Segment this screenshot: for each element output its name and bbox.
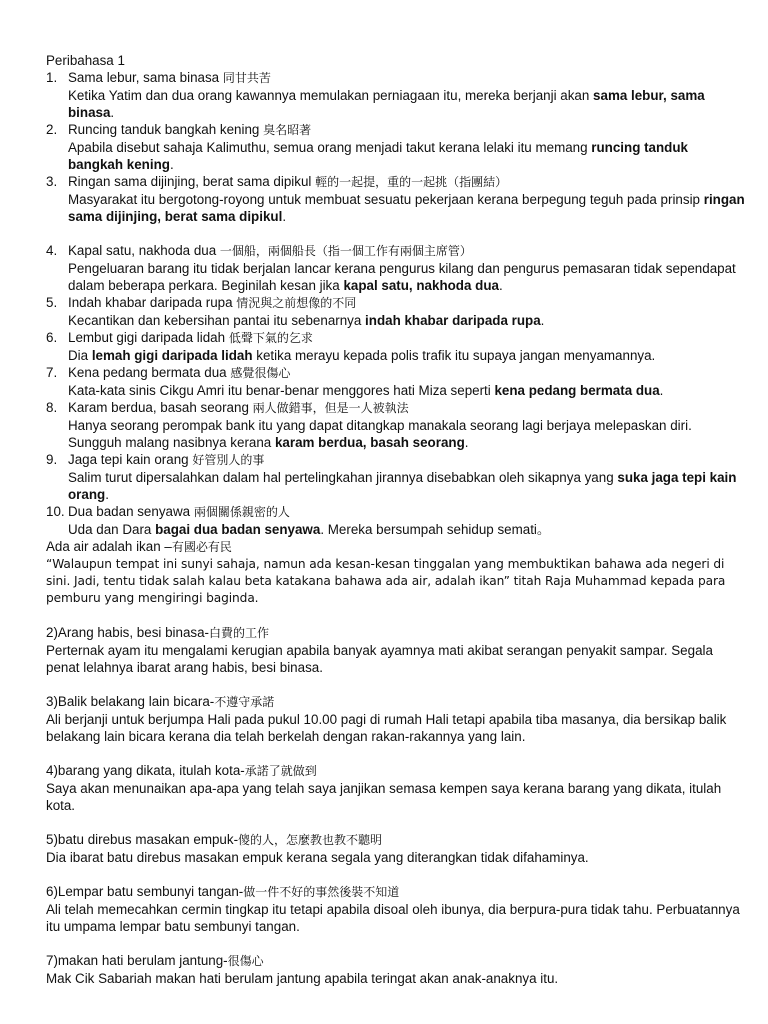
chinese-meaning: 做一件不好的事然後裝不知道 bbox=[243, 885, 400, 899]
section-text: Ali telah memecahkan cermin tingkap itu tetapi apabila disoal oleh ibunya, dia berpura-pura tidak tahu. Perbuatannya itu umpama lempar batu sembunyi tangan. bbox=[46, 902, 740, 934]
example-text: Ketika Yatim dan dua orang kawannya memulakan perniagaan itu, mereka berjanji akan bbox=[68, 88, 594, 103]
example-sentence bbox=[68, 417, 746, 451]
list-item bbox=[46, 399, 746, 451]
example-sentence bbox=[68, 312, 746, 329]
example-sentence bbox=[68, 382, 746, 399]
list-item bbox=[46, 294, 746, 329]
example-sentence bbox=[68, 191, 746, 225]
proverb-title: 6)Lempar batu sembunyi tangan- bbox=[46, 884, 244, 899]
chinese-meaning: 承諾了就做到 bbox=[244, 764, 317, 778]
proverb-title: Indah khabar daripada rupa bbox=[68, 295, 233, 310]
proverb-list bbox=[46, 69, 746, 538]
chinese-meaning: 低聲下氣的乞求 bbox=[228, 331, 313, 345]
item-number: 2. bbox=[46, 122, 58, 137]
chinese-meaning: 輕的一起提，重的一起挑（指團結） bbox=[315, 175, 508, 189]
section-heading bbox=[46, 762, 746, 780]
proverb-section bbox=[46, 624, 746, 676]
chinese-meaning: 兩個關係親密的人 bbox=[193, 505, 290, 519]
example-text: Hanya seorang perompak bank itu yang dapat ditangkap manakala seorang lagi berjaya melepaskan diri. Sungguh malang nasibnya kerana bbox=[68, 418, 692, 450]
item-number: 8. bbox=[46, 400, 58, 415]
chinese-meaning: 感覺很傷心 bbox=[230, 366, 291, 380]
proverb-title: 7)makan hati berulam jantung- bbox=[46, 953, 228, 968]
proverb-section bbox=[46, 693, 746, 745]
proverb-title: Dua badan senyawa bbox=[68, 504, 191, 519]
item-number: 6. bbox=[46, 330, 58, 345]
example-text: Dia bbox=[68, 348, 92, 363]
list-item bbox=[46, 503, 746, 538]
ada-air-heading bbox=[46, 538, 746, 556]
example-sentence bbox=[68, 347, 746, 364]
example-text: Masyarakat itu bergotong-royong untuk membuat sesuatu pekerjaan kerana berpegung teguh pada prinsip bbox=[68, 192, 704, 207]
item-number: 9. bbox=[46, 452, 58, 467]
example-highlight: suka jaga tepi kain orang bbox=[68, 470, 737, 502]
example-text: . bbox=[105, 487, 109, 502]
item-number: 1. bbox=[46, 70, 58, 85]
section-heading bbox=[46, 952, 746, 970]
example-highlight: sama lebur, sama binasa bbox=[68, 88, 705, 120]
example-text: . bbox=[540, 313, 545, 328]
example-text: Apabila disebut sahaja Kalimuthu, semua orang menjadi takut kerana lelaki itu memang bbox=[68, 140, 592, 155]
proverb-title: Kapal satu, nakhoda dua bbox=[68, 243, 217, 258]
example-text: . bbox=[169, 157, 174, 172]
item-number: 4. bbox=[46, 243, 58, 258]
example-text: Kecantikan dan kebersihan pantai itu sebenarnya bbox=[68, 313, 366, 328]
example-highlight: lemah gigi daripada lidah bbox=[91, 348, 253, 363]
ada-air-quote: “Walaupun tempat ini sunyi sahaja, namun ada kesan-kesan tinggalan yang membuktikan bahawa ada negeri di sini. Jadi, tentu tidak salah kalau beta katakana bahawa ada air, adalah ikan” titah Raja Muhammad kepada para pemburu yang mengiringi baginda. bbox=[46, 557, 726, 605]
example-sentence bbox=[68, 469, 746, 503]
item-number: 10. bbox=[46, 504, 65, 519]
proverb-title: Kena pedang bermata dua bbox=[68, 365, 227, 380]
example-sentence bbox=[68, 139, 746, 173]
chinese-meaning: 傻的人，怎麼教也教不聽明 bbox=[238, 833, 383, 847]
section-heading bbox=[46, 624, 746, 642]
example-highlight: kapal satu, nakhoda dua bbox=[343, 278, 499, 293]
example-text: . bbox=[282, 209, 287, 224]
example-text: . bbox=[110, 105, 115, 120]
proverb-section bbox=[46, 762, 746, 814]
proverb-title: Lembut gigi daripada lidah bbox=[68, 330, 226, 345]
document-title: Peribahasa 1 bbox=[46, 53, 125, 68]
list-item bbox=[46, 173, 746, 225]
section-text: Mak Cik Sabariah makan hati berulam jantung apabila teringat akan anak-anaknya itu. bbox=[46, 971, 559, 986]
chinese-meaning: 好管別人的事 bbox=[192, 453, 265, 467]
example-highlight: bagai dua badan senyawa bbox=[155, 522, 321, 537]
chinese-meaning: 有國必有民 bbox=[171, 540, 232, 554]
chinese-meaning: 白費的工作 bbox=[209, 626, 270, 640]
proverb-title: Sama lebur, sama binasa bbox=[68, 70, 220, 85]
section-text: Ali berjanji untuk berjumpa Hali pada pukul 10.00 pagi di rumah Hali tetapi apabila tiba masanya, dia bersikap balik belakang lain bicara kerana dia telah berkelah dengan rakan-rakannya yang lain. bbox=[46, 712, 727, 744]
example-highlight: runcing tanduk bangkah kening bbox=[68, 140, 688, 172]
section-heading bbox=[46, 831, 746, 849]
list-item bbox=[46, 242, 746, 294]
list-item bbox=[46, 329, 746, 364]
list-item bbox=[46, 121, 746, 173]
proverb-title: Runcing tanduk bangkah kening bbox=[68, 122, 260, 137]
list-item bbox=[46, 364, 746, 399]
example-sentence bbox=[68, 521, 746, 538]
proverb-title: 3)Balik belakang lain bicara- bbox=[46, 694, 215, 709]
section-heading bbox=[46, 883, 746, 901]
example-sentence bbox=[68, 260, 746, 294]
chinese-meaning: 兩人做錯事，但是一人被執法 bbox=[252, 401, 409, 415]
example-highlight: karam berdua, basah seorang bbox=[274, 435, 465, 450]
proverb-title: 2)Arang habis, besi binasa- bbox=[46, 625, 210, 640]
example-text: . bbox=[659, 383, 664, 398]
example-text: . Mereka bersumpah sehidup semati。 bbox=[320, 522, 551, 537]
chinese-meaning: 不遵守承諾 bbox=[214, 695, 275, 709]
example-text: . bbox=[498, 278, 503, 293]
section-heading bbox=[46, 693, 746, 711]
item-number: 3. bbox=[46, 174, 58, 189]
example-sentence bbox=[68, 87, 746, 121]
proverb-title: 4)barang yang dikata, itulah kota- bbox=[46, 763, 245, 778]
example-text: Uda dan Dara bbox=[68, 522, 156, 537]
proverb-title: Ringan sama dijinjing, berat sama dipikul bbox=[68, 174, 312, 189]
list-item bbox=[46, 69, 746, 121]
chinese-meaning: 很傷心 bbox=[227, 954, 264, 968]
list-item bbox=[46, 451, 746, 503]
chinese-meaning: 臭名昭著 bbox=[263, 123, 312, 137]
section-text: Dia ibarat batu direbus masakan empuk kerana segala yang diterangkan tidak difahaminya. bbox=[46, 850, 589, 865]
item-number: 5. bbox=[46, 295, 58, 310]
example-text: . bbox=[464, 435, 469, 450]
example-highlight: indah khabar daripada rupa bbox=[365, 313, 541, 328]
proverb-title: Jaga tepi kain orang bbox=[68, 452, 189, 467]
section-text: Perternak ayam itu mengalami kerugian apabila banyak ayamnya mati akibat serangan penyakit sampar. Segala penat lelahnya ibarat arang habis, besi binasa. bbox=[46, 643, 713, 675]
chinese-meaning: 同甘共苦 bbox=[222, 71, 271, 85]
proverb-section bbox=[46, 952, 746, 987]
chinese-meaning: 情況與之前想像的不同 bbox=[236, 296, 357, 310]
proverb-title: Karam berdua, basah seorang bbox=[68, 400, 249, 415]
example-text: ketika merayu kepada polis trafik itu supaya jangan menyamannya. bbox=[252, 348, 656, 363]
example-highlight: kena pedang bermata dua bbox=[494, 383, 660, 398]
section-text: Saya akan menunaikan apa-apa yang telah saya janjikan semasa kempen saya kerana barang yang dikata, itulah kota. bbox=[46, 781, 722, 813]
example-text: Pengeluaran barang itu tidak berjalan lancar kerana pengurus kilang dan pengurus pemasaran tidak sependapat dalam beberapa perkara. Beginilah kesan jika bbox=[68, 261, 736, 293]
proverb-section bbox=[46, 831, 746, 866]
proverb-title: 5)batu direbus masakan empuk- bbox=[46, 832, 239, 847]
chinese-meaning: 一個船，兩個船長（指一個工作有兩個主席管） bbox=[219, 244, 472, 258]
example-text: Salim turut dipersalahkan dalam hal pertelingkahan jirannya disebabkan oleh sikapnya yang bbox=[68, 470, 618, 485]
proverb-title: Ada air adalah ikan – bbox=[46, 539, 172, 554]
example-highlight: ringan sama dijinjing, berat sama dipikul bbox=[68, 192, 745, 224]
proverb-section bbox=[46, 883, 746, 935]
item-number: 7. bbox=[46, 365, 58, 380]
example-text: Kata-kata sinis Cikgu Amri itu benar-benar menggores hati Miza seperti bbox=[68, 383, 495, 398]
